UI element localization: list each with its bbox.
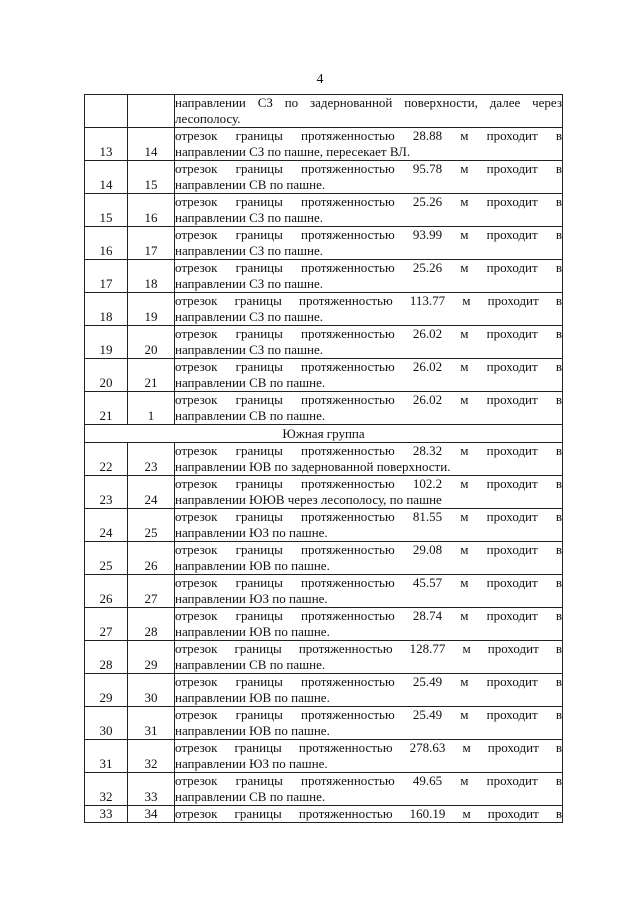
description-line: отрезок границы протяженностью 28.74 м проходит в xyxy=(175,608,562,623)
table-row xyxy=(85,641,563,674)
point-from-cell: 17 xyxy=(85,260,128,293)
table-row xyxy=(85,773,563,806)
point-from-cell: 13 xyxy=(85,128,128,161)
segment-description-cell xyxy=(175,95,563,128)
point-to-cell: 19 xyxy=(128,293,175,326)
point-to-cell: 1 xyxy=(128,392,175,425)
description-line: отрезок границы протяженностью 28.32 м проходит в xyxy=(175,443,562,458)
segment-description-cell xyxy=(175,260,563,293)
description-line: отрезок границы протяженностью 93.99 м проходит в xyxy=(175,227,562,242)
group-header-south: Южная группа xyxy=(85,425,563,443)
point-from-cell: 25 xyxy=(85,542,128,575)
table-row xyxy=(85,293,563,326)
segment-description-cell xyxy=(175,542,563,575)
segment-description-cell xyxy=(175,575,563,608)
description-line: направлении СВ по пашне. xyxy=(175,789,326,804)
point-to-cell: 14 xyxy=(128,128,175,161)
table-row xyxy=(85,476,563,509)
table-row xyxy=(85,326,563,359)
description-line: направлении СЗ по пашне. xyxy=(175,210,323,225)
description-line: отрезок границы протяженностью 25.49 м проходит в xyxy=(175,707,562,722)
description-line: отрезок границы протяженностью 95.78 м проходит в xyxy=(175,161,562,176)
table-row xyxy=(85,542,563,575)
description-line: направлении СЗ по пашне. xyxy=(175,276,323,291)
segment-description-cell xyxy=(175,293,563,326)
description-line: направлении СВ по пашне. xyxy=(175,375,326,390)
point-to-cell: 17 xyxy=(128,227,175,260)
point-to-cell: 27 xyxy=(128,575,175,608)
description-line: отрезок границы протяженностью 29.08 м проходит в xyxy=(175,542,562,557)
point-to-cell: 20 xyxy=(128,326,175,359)
description-line: отрезок границы протяженностью 81.55 м проходит в xyxy=(175,509,562,524)
segment-description-cell xyxy=(175,608,563,641)
table-row xyxy=(85,443,563,476)
point-to-cell: 23 xyxy=(128,443,175,476)
table-row xyxy=(85,806,563,823)
point-to-cell: 33 xyxy=(128,773,175,806)
segment-description-cell xyxy=(175,641,563,674)
point-from-cell: 30 xyxy=(85,707,128,740)
description-line: направлении ЮВ по пашне. xyxy=(175,558,330,573)
point-to-cell: 34 xyxy=(128,806,175,823)
description-line: направлении СВ по пашне. xyxy=(175,177,326,192)
point-from-cell: 26 xyxy=(85,575,128,608)
segment-description-cell xyxy=(175,392,563,425)
table-row xyxy=(85,740,563,773)
point-to-cell: 26 xyxy=(128,542,175,575)
point-from-cell: 16 xyxy=(85,227,128,260)
description-line: отрезок границы протяженностью 25.26 м проходит в xyxy=(175,194,562,209)
segment-description-cell xyxy=(175,476,563,509)
description-line: отрезок границы протяженностью 102.2 м проходит в xyxy=(175,476,562,491)
point-to-cell: 25 xyxy=(128,509,175,542)
point-from-cell: 18 xyxy=(85,293,128,326)
table-row xyxy=(85,392,563,425)
point-from-cell: 21 xyxy=(85,392,128,425)
segment-description-cell xyxy=(175,227,563,260)
point-from-cell: 19 xyxy=(85,326,128,359)
description-line: направлении ЮЗ по пашне. xyxy=(175,756,328,771)
segment-description-cell xyxy=(175,194,563,227)
point-from-cell: 27 xyxy=(85,608,128,641)
segment-description-cell xyxy=(175,674,563,707)
segment-description-cell xyxy=(175,326,563,359)
point-from-cell: 23 xyxy=(85,476,128,509)
point-from-cell: 24 xyxy=(85,509,128,542)
description-line: отрезок границы протяженностью 160.19 м проходит в xyxy=(175,806,562,821)
description-line: направлении ЮЗ по пашне. xyxy=(175,525,328,540)
description-line: отрезок границы протяженностью 113.77 м проходит в xyxy=(175,293,562,308)
point-from-cell: 20 xyxy=(85,359,128,392)
point-from-cell xyxy=(85,95,128,128)
description-line: отрезок границы протяженностью 28.88 м проходит в xyxy=(175,128,562,143)
description-line: направлении СЗ по пашне. xyxy=(175,342,323,357)
table-row xyxy=(85,194,563,227)
description-line: отрезок границы протяженностью 26.02 м проходит в xyxy=(175,359,562,374)
boundary-table-body xyxy=(85,95,563,823)
description-line: отрезок границы протяженностью 25.49 м проходит в xyxy=(175,674,562,689)
point-from-cell: 28 xyxy=(85,641,128,674)
segment-description-cell xyxy=(175,740,563,773)
table-row xyxy=(85,359,563,392)
point-to-cell: 29 xyxy=(128,641,175,674)
description-line: направлении ЮВ по пашне. xyxy=(175,690,330,705)
point-from-cell: 32 xyxy=(85,773,128,806)
description-line: направлении ЮЗ по пашне. xyxy=(175,591,328,606)
table-row xyxy=(85,575,563,608)
table-row xyxy=(85,674,563,707)
point-from-cell: 14 xyxy=(85,161,128,194)
segment-description-cell xyxy=(175,161,563,194)
table-row xyxy=(85,95,563,128)
point-to-cell: 24 xyxy=(128,476,175,509)
segment-description-cell xyxy=(175,359,563,392)
point-from-cell: 15 xyxy=(85,194,128,227)
table-row xyxy=(85,128,563,161)
table-row xyxy=(85,608,563,641)
point-from-cell: 22 xyxy=(85,443,128,476)
point-from-cell: 31 xyxy=(85,740,128,773)
description-line: направлении СВ по пашне. xyxy=(175,657,326,672)
description-line: направлении ЮЮВ через лесополосу, по пашне xyxy=(175,492,442,507)
point-to-cell: 28 xyxy=(128,608,175,641)
point-from-cell: 33 xyxy=(85,806,128,823)
description-line: отрезок границы протяженностью 278.63 м проходит в xyxy=(175,740,562,755)
description-line: лесополосу. xyxy=(175,111,241,126)
point-to-cell: 32 xyxy=(128,740,175,773)
segment-description-cell xyxy=(175,509,563,542)
point-to-cell: 30 xyxy=(128,674,175,707)
table-row xyxy=(85,161,563,194)
segment-description-cell xyxy=(175,443,563,476)
segment-description-cell xyxy=(175,773,563,806)
description-line: направлении СЗ по пашне. xyxy=(175,309,323,324)
point-to-cell: 31 xyxy=(128,707,175,740)
segment-description-cell xyxy=(175,806,563,823)
description-line: направлении ЮВ по пашне. xyxy=(175,624,330,639)
point-to-cell: 18 xyxy=(128,260,175,293)
table-row xyxy=(85,509,563,542)
description-line: отрезок границы протяженностью 26.02 м проходит в xyxy=(175,326,562,341)
table-row xyxy=(85,707,563,740)
point-to-cell: 21 xyxy=(128,359,175,392)
description-line: направлении СЗ по пашне, пересекает ВЛ. xyxy=(175,144,411,159)
group-header-row xyxy=(85,425,563,443)
description-line: направлении ЮВ по пашне. xyxy=(175,723,330,738)
page-number: 4 xyxy=(316,72,324,87)
boundary-table xyxy=(84,94,563,823)
description-line: отрезок границы протяженностью 25.26 м проходит в xyxy=(175,260,562,275)
description-line: отрезок границы протяженностью 26.02 м проходит в xyxy=(175,392,562,407)
description-line: направлении СЗ по пашне. xyxy=(175,243,323,258)
segment-description-cell xyxy=(175,128,563,161)
description-line: направлении ЮВ по задернованной поверхности. xyxy=(175,459,451,474)
table-row xyxy=(85,227,563,260)
point-to-cell: 15 xyxy=(128,161,175,194)
description-line: направлении СЗ по задернованной поверхности, далее через xyxy=(175,95,562,110)
point-to-cell xyxy=(128,95,175,128)
description-line: отрезок границы протяженностью 128.77 м проходит в xyxy=(175,641,562,656)
description-line: отрезок границы протяженностью 49.65 м проходит в xyxy=(175,773,562,788)
description-line: отрезок границы протяженностью 45.57 м проходит в xyxy=(175,575,562,590)
description-line: направлении СВ по пашне. xyxy=(175,408,326,423)
table-row xyxy=(85,260,563,293)
segment-description-cell xyxy=(175,707,563,740)
point-to-cell: 16 xyxy=(128,194,175,227)
point-from-cell: 29 xyxy=(85,674,128,707)
